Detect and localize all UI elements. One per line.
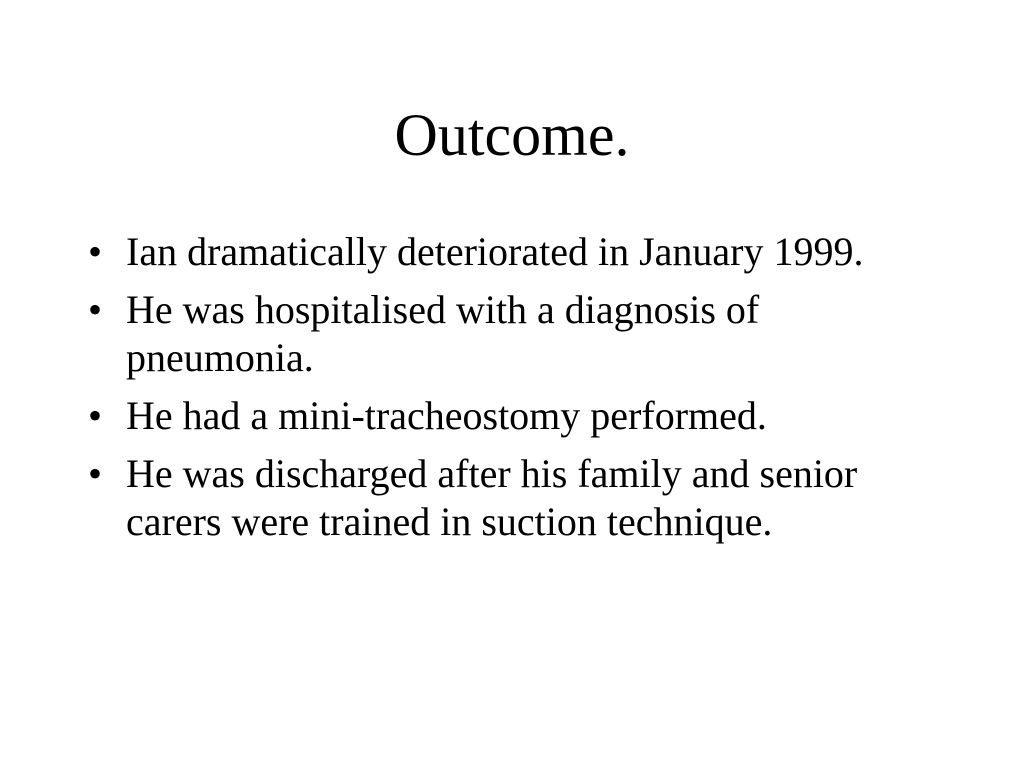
bullet-icon: • bbox=[88, 229, 103, 274]
bullet-text: Ian dramatically deteriorated in January 1999. bbox=[126, 229, 864, 274]
bullet-list bbox=[88, 228, 888, 556]
slide-title: Outcome. bbox=[394, 102, 630, 168]
bullet-text: He had a mini-tracheostomy performed. bbox=[126, 393, 767, 438]
bullet-text: He was hospitalised with a diagnosis of pneumonia. bbox=[126, 287, 760, 380]
bullet-icon: • bbox=[88, 287, 103, 332]
bullet-item bbox=[88, 286, 888, 382]
bullet-icon: • bbox=[88, 451, 103, 496]
bullet-icon: • bbox=[88, 393, 103, 438]
bullet-item bbox=[88, 450, 888, 546]
bullet-item bbox=[88, 228, 888, 276]
bullet-text: He was discharged after his family and senior carers were trained in suction technique. bbox=[126, 451, 858, 544]
bullet-item bbox=[88, 392, 888, 440]
